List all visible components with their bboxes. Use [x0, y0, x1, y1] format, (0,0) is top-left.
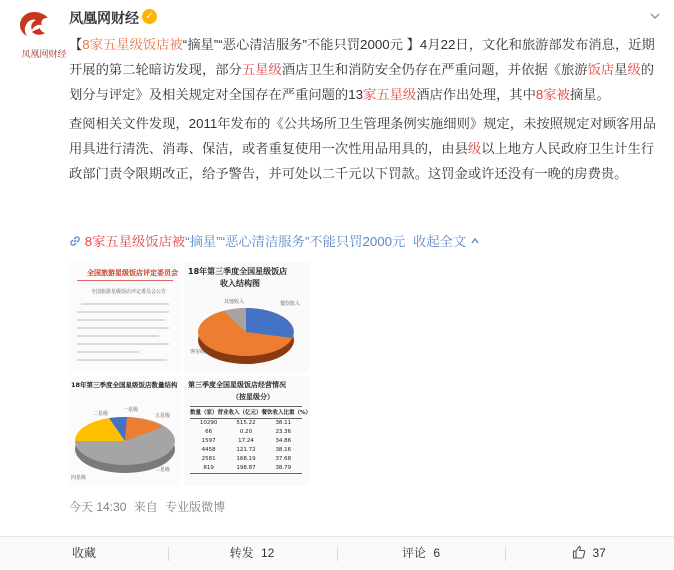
image-operations-table[interactable] — [184, 376, 312, 486]
avatar[interactable] — [10, 8, 67, 59]
mini-table-cell: 38.16 — [275, 447, 292, 453]
img3-label-1star: 一星级 — [123, 407, 139, 413]
post-content — [69, 32, 661, 190]
like-button[interactable] — [505, 537, 673, 570]
chevron-down-icon[interactable] — [648, 9, 662, 23]
repost-label: 转发 — [229, 546, 254, 560]
mini-table-header — [190, 407, 312, 419]
img4-title: 第三季度全国星级饭店经营情况 — [188, 381, 286, 389]
post-paragraph-2: 查阅相关文件发现，2011年发布的《公共场所卫生管理条例实施细则》规定，未按照规定对顾客用品用具进行清洗、消毒、保洁，或者重复使用一次性用品用具的，由县级以上地方人民政府卫生计生行政部门责令限期改正，给予警告，并可处以二千元以下罚款。这罚金或许还没有一晚的房费贵。 — [69, 116, 657, 181]
topic-link[interactable]: 8家五星级饭店被 — [82, 37, 183, 52]
source-prefix: 来自 — [133, 500, 158, 514]
image-grid — [69, 262, 312, 490]
mini-table-cell: 23.36 — [275, 429, 292, 435]
mini-table-row — [190, 428, 302, 437]
mini-table-cell: 66 — [205, 429, 213, 435]
like-count: 37 — [592, 546, 606, 560]
mini-table-row — [190, 446, 302, 455]
mini-table-cell: 营业收入（亿元） — [217, 410, 262, 416]
post-source[interactable]: 专业版微博 — [165, 500, 226, 514]
post-meta — [69, 498, 225, 515]
img3-title: 18年第三季度全国星级饭店数量结构 — [71, 381, 178, 389]
img3-label-5star: 五星级 — [155, 413, 171, 419]
img2-label-room: 客房收入 — [190, 349, 211, 355]
link-icon — [69, 235, 81, 247]
mini-table-cell: 餐饮收入比重（%） — [261, 410, 312, 416]
img3-label-3star: 三星级 — [155, 467, 171, 473]
comment-label: 评论 — [401, 546, 426, 560]
mini-table-cell: 34.86 — [275, 438, 292, 444]
action-bar — [0, 536, 674, 569]
mini-table-cell: 数量（家） — [190, 410, 218, 416]
img2-label-other: 其他收入 — [224, 299, 245, 305]
post-time[interactable]: 今天 14:30 — [69, 500, 127, 514]
mini-table-cell: 515.22 — [236, 420, 256, 426]
mini-table-row — [190, 437, 302, 446]
collapse-text-link[interactable]: 收起全文 — [413, 234, 467, 249]
comment-button[interactable] — [337, 537, 505, 570]
mini-table-cell: 17.24 — [238, 438, 254, 444]
img3-label-2star: 二星级 — [93, 411, 109, 417]
image-notice-document[interactable] — [69, 262, 181, 372]
author-name[interactable]: 凤凰网财经 — [69, 10, 139, 26]
verified-badge-icon: ✓ — [142, 9, 157, 24]
mini-table-cell: 4458 — [201, 447, 216, 453]
image-revenue-pie-chart[interactable] — [184, 262, 309, 372]
mini-table-cell: 37.68 — [275, 456, 292, 462]
mini-table-cell: 168.19 — [236, 456, 256, 462]
img2-subtitle: 收入结构图 — [220, 279, 260, 288]
comment-count: 6 — [433, 546, 441, 560]
mini-table-cell: 198.87 — [236, 465, 256, 471]
article-link-row[interactable] — [69, 232, 480, 252]
img4-subtitle: （按星级分） — [232, 393, 274, 401]
mini-table-row — [190, 464, 302, 473]
article-link-text[interactable]: “摘星”“恶心清洁服务”不能只罚2000元 — [185, 234, 406, 249]
image-hotel-count-pie-chart[interactable] — [69, 376, 181, 486]
favorite-button[interactable] — [0, 537, 168, 570]
img2-label-food: 餐饮收入 — [280, 301, 301, 307]
mini-table-cell: 819 — [203, 465, 214, 471]
article-link-highlight[interactable]: 8家五星级饭店被 — [84, 234, 186, 249]
thumbs-up-icon — [572, 545, 586, 559]
mini-table-cell: 121.72 — [236, 447, 256, 453]
mini-table-cell: 2581 — [201, 456, 216, 462]
img1-title: 全国旅游星级饭店评定委员会 — [87, 269, 178, 277]
mini-table-cell: 38.79 — [275, 465, 292, 471]
repost-button[interactable] — [168, 537, 336, 570]
mini-table-cell: 1597 — [201, 438, 216, 444]
avatar-caption: 凤凰网财经 — [21, 49, 67, 59]
mini-table-row — [190, 455, 302, 464]
mini-table-row — [190, 419, 302, 428]
mini-table-cell: 0.20 — [239, 429, 253, 435]
img2-title: 18年第三季度全国星级饭店 — [188, 267, 288, 276]
chevron-up-icon[interactable] — [470, 236, 480, 246]
img1-subtitle: 全国旅游星级饭店评定委员会公告 — [91, 289, 167, 295]
mini-table — [190, 406, 312, 474]
favorite-label: 收藏 — [71, 546, 96, 560]
img3-label-4star: 四星级 — [71, 475, 87, 481]
post-paragraph-1: 【8家五星级饭店被“摘星”“恶心清洁服务”不能只罚2000元 】4月22日，文化和旅游部发布消息，近期开展的第二轮暗访发现，部分五星级酒店卫生和消防安全仍存在严重问题，并依据《旅游饭店星级的划分与评定》及相关规定对全国存在严重问题的13家五星级酒店作出处理，其中8家被摘星。 — [69, 37, 655, 102]
repost-count: 12 — [261, 546, 275, 560]
mini-table-cell: 38.11 — [275, 420, 292, 426]
mini-table-cell: 10290 — [199, 420, 218, 426]
phoenix-logo-icon — [10, 8, 58, 44]
